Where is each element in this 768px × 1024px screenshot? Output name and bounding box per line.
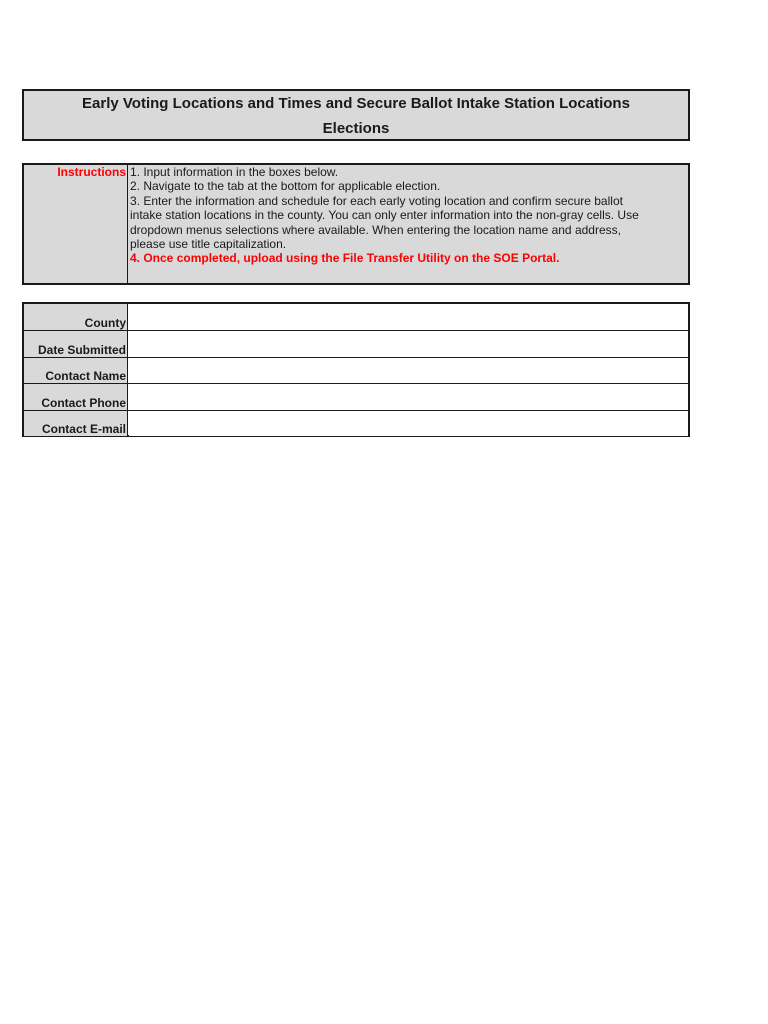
contact-name-label-text: Contact Name [45,369,126,383]
contact-email-label [24,411,128,436]
contact-email-label-text: Contact E-mail [41,422,126,436]
date-submitted-label [24,331,128,357]
instruction-step-3-cont-3: please use title capitalization. [130,237,287,252]
contact-phone-label-text: Contact Phone [41,396,126,410]
county-label-text: County [84,316,126,330]
form-row-contact-email [24,410,688,436]
county-input[interactable] [129,304,688,330]
contact-name-input[interactable] [129,358,688,383]
instruction-step-3-cont-1: intake station locations in the county. You can only enter information into the non-gray cells. Use [130,208,639,223]
page-title: Early Voting Locations and Times and Secure Ballot Intake Station Locations [82,95,630,112]
county-label [24,304,128,330]
instruction-step-2: 2. Navigate to the tab at the bottom for applicable election. [130,179,441,194]
instruction-step-3-cont-2: dropdown menus selections where available. When entering the location name and address, [130,222,621,237]
page-subtitle: Elections [322,120,390,137]
instruction-step-4: 4. Once completed, upload using the File Transfer Utility on the SOE Portal. [130,251,560,266]
contact-form [22,302,690,437]
instructions-panel [22,163,690,285]
instructions-text [130,165,686,266]
page-title-banner [22,89,690,141]
date-submitted-label-text: Date Submitted [37,343,126,357]
contact-email-input[interactable] [129,411,688,436]
instruction-step-1: 1. Input information in the boxes below. [130,165,339,179]
instruction-step-3: 3. Enter the information and schedule for each early voting location and confirm secure ballot [130,193,623,208]
form-row-contact-name [24,357,688,383]
contact-phone-input[interactable] [129,384,688,410]
contact-phone-label [24,384,128,410]
form-row-county [24,304,688,330]
date-submitted-input[interactable] [129,331,688,357]
form-row-date-submitted [24,330,688,357]
contact-name-label [24,358,128,383]
form-row-contact-phone [24,383,688,410]
instructions-label: Instructions [24,165,128,283]
